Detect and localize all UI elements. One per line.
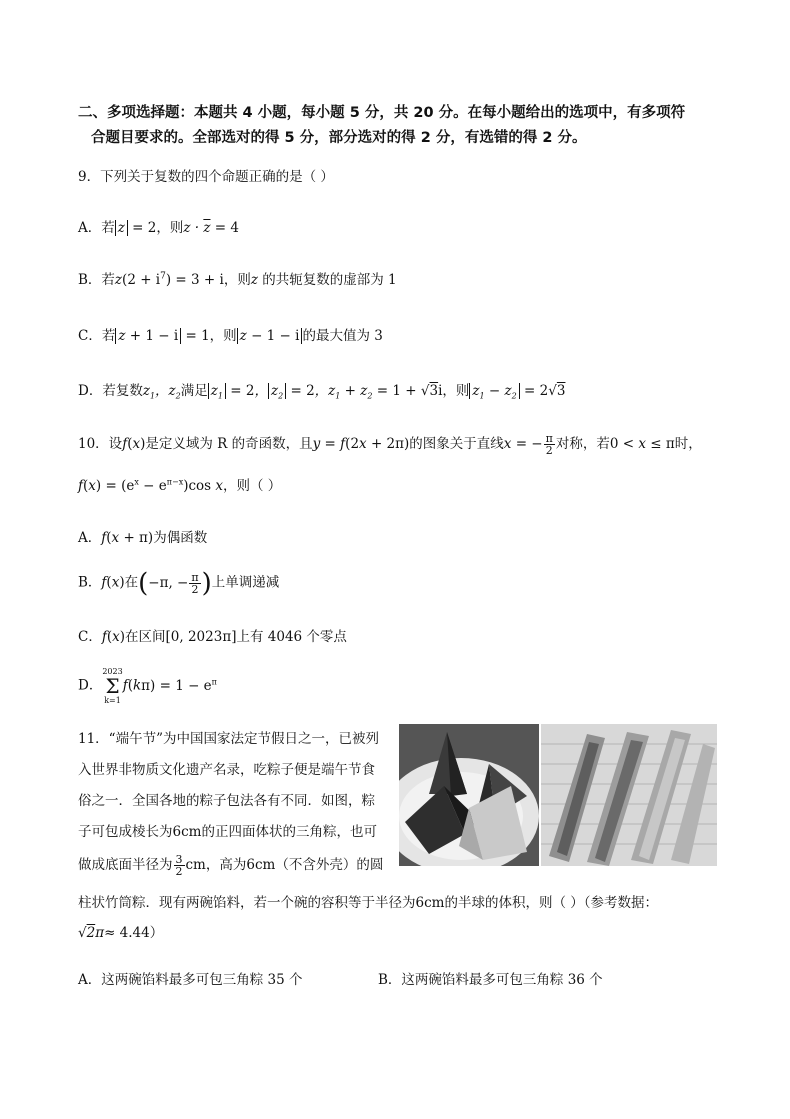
q9-option-d: D．若复数$z_1$，$z_2$满足 $z_1 = 2$， $z_2 = 2$，$z_1 + z_2 = 1 + √3i$，则 $z_1 - z_2 = 2√3$ [78, 383, 566, 401]
section-heading-line2: 合题目要求的。全部选对的得 5 分，部分选对的得 2 分，有选错的得 2 分。 [91, 130, 587, 146]
q11-line3: 俗之一．全国各地的粽子包法各有不同．如图，粽 [78, 793, 375, 809]
q11-line4: 子可包成棱长为6cm的正四面体状的三角粽，也可 [78, 824, 377, 840]
q11-line6: 柱状竹筒粽．现有两碗馅料，若一个碗的容积等于半径为6cm的半球的体积，则（ ）（参考数据： [78, 895, 658, 911]
q10-option-d: D． 2023 Σ k=1 $f(k\pi) = 1 - e^\pi$ [78, 667, 217, 705]
q9-option-c: C．若 z + 1 − i = 1，则 z − 1 − i 的最大值为 3 [78, 328, 383, 344]
q10-option-a: A．f(x + π)为偶函数 [78, 530, 208, 546]
q11-line2: 入世界非物质文化遗产名录，吃粽子便是端午节食 [78, 762, 375, 778]
q11-option-b: B．这两碗馅料最多可包三角粽 36 个 [378, 972, 603, 988]
q9-option-b: B．若$z(2 + i^7) = 3 + i$，则z 的共轭复数的虚部为 1 [78, 271, 397, 288]
q10-stem-line2: $f(x) = (e^x - e^{\pi-x})\cos$ x，则（ ） [78, 477, 282, 494]
q10-option-b: B．f(x)在(−π, − $\frac{\pi}{2}$ )上单调递减 [78, 568, 280, 598]
q10-stem-line1: 10．设f(x)是定义域为 R 的奇函数，且y = f(2x + 2π)的图象关于直线x = − $\frac{\pi}{2}$ 对称，若0 < x ≤ π时， [78, 432, 702, 457]
q11-line7: √2π≈ 4.44） [78, 925, 164, 941]
q11-line1: 11．“端午节”为中国国家法定节假日之一，已被列 [78, 731, 379, 747]
summation: 2023 Σ k=1 [102, 667, 123, 705]
q9-stem: 9．下列关于复数的四个命题正确的是（ ） [78, 169, 334, 185]
q11-option-a: A．这两碗馅料最多可包三角粽 35 个 [78, 972, 303, 988]
section-heading-line1: 二、多项选择题：本题共 4 小题，每小题 5 分，共 20 分。在每小题给出的选项中，有多项符 [78, 105, 686, 121]
zongzi-photo [399, 724, 717, 866]
q10-option-c: C．f(x)在区间[0, 2023π]上有 4046 个零点 [78, 629, 347, 645]
q9-option-a: A．若 z = 2，则$z \cdot \overline{z} = 4$ [78, 220, 239, 236]
q11-line5: 做成底面半径为 $\frac{3}{2}$ cm，高为6cm（不含外壳）的圆 [78, 853, 384, 878]
